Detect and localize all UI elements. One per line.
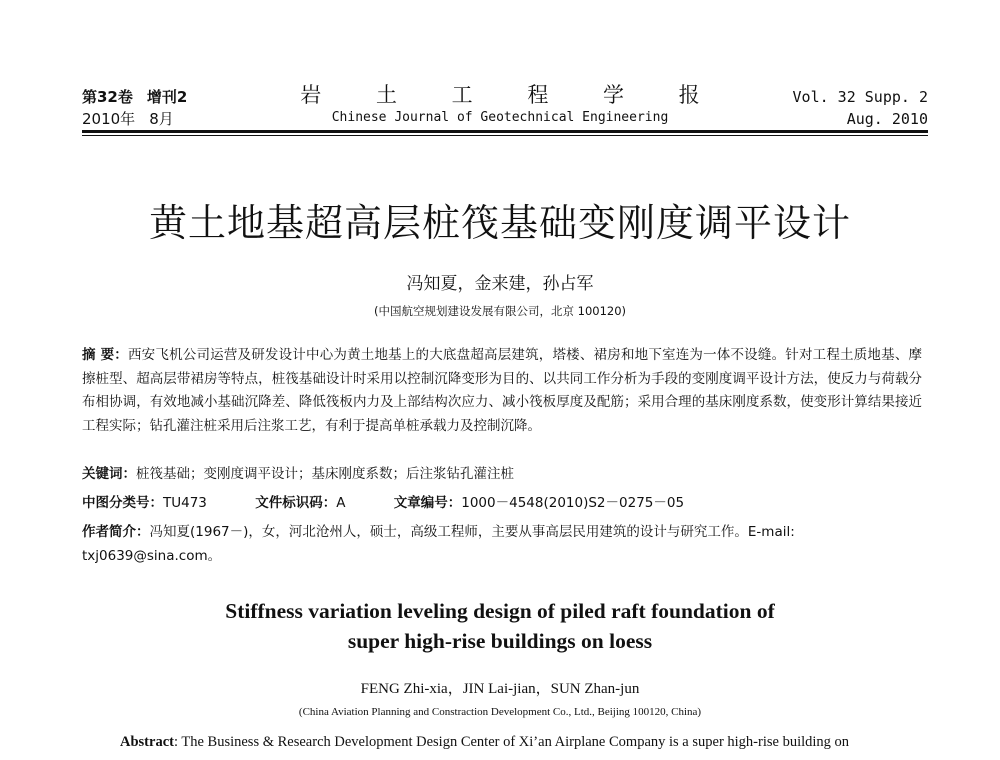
abstract-en-text: : The Business & Research Development Design Center of Xi’an Airplane Company is a super high-rise building on [173,734,850,750]
keywords-cn [82,463,514,485]
journal-name-cn: 岩 土 工 程 学 报 [300,83,724,107]
clc-label: 中图分类号： [82,495,163,511]
journal-name-en: Chinese Journal of Geotechnical Engineering [331,110,669,125]
issue-number: 增刊2 [146,88,188,106]
document-code-value: A [336,495,346,511]
classification-line [82,492,684,514]
document-code-label: 文件标识码： [255,495,337,511]
article-number-value: 1000－4548(2010)S2－0275－05 [461,495,685,511]
keywords-cn-label: 关键词： [82,466,136,482]
volume-supplement-en: Vol. 32 Supp. 2 [792,88,928,106]
paper-title-en [0,596,1000,656]
volume-number: 第32卷 [82,88,133,106]
publication-year-cn: 2010年 [82,110,136,128]
abstract-cn [82,344,922,438]
affiliation-en: (China Aviation Planning and Constraction Development Co., Ltd., Beijing 100120, China) [298,706,702,718]
abstract-cn-text: 西安飞机公司运营及研发设计中心为黄土地基上的大底盘超高层建筑，塔楼、裙房和地下室连为一体不设缝。针对工程土质地基、摩擦桩型、超高层带裙房等特点，桩筏基础设计时采用以控制沉降变形为目的、以共同工作分析为手段的变刚度调平设计方法，使反力与荷载分布相协调，有效地减小基础沉降差、降低筏板内力及上部结构次应力、减小筏板厚度及配筋；采用合理的基床刚度系数，使变形计算结果接近工程实际；钻孔灌注桩采用后注浆工艺，有利于提高单桩承载力及控制沉降。 [82,347,923,434]
publication-month-cn: 8月 [149,110,174,128]
abstract-cn-label: 摘 要： [82,347,128,363]
author-bio-label: 作者简介： [82,524,150,540]
abstract-en [120,732,849,752]
article-number-label: 文章编号： [393,495,462,511]
paper-title-en-line1: Stiffness variation leveling design of piled raft foundation of [225,599,775,623]
clc-value: TU473 [163,495,207,511]
header-rule-thick [82,130,928,133]
publication-date-en: Aug. 2010 [846,110,928,128]
paper-title-cn: 黄土地基超高层桩筏基础变刚度调平设计 [148,201,851,245]
running-header-right [793,86,928,130]
paper-title-en-line2: super high-rise buildings on loess [347,629,653,653]
author-bio [82,520,922,568]
affiliation-cn: (中国航空规划建设发展有限公司，北京 100120) [373,304,627,318]
keywords-cn-text: 桩筏基础；变刚度调平设计；基床刚度系数；后注浆钻孔灌注桩 [136,466,514,482]
authors-en: FENG Zhi-xia，JIN Lai-jian，SUN Zhan-jun [360,681,640,697]
authors-cn: 冯知夏，金来建，孙占军 [406,274,594,294]
header-rule-thin [82,135,928,136]
abstract-en-label: Abstract [120,734,174,750]
author-bio-text: 冯知夏(1967－)，女，河北沧州人，硕士，高级工程师，主要从事高层民用建筑的设计与研究工作。E-mail: txj0639@sina.com。 [82,524,795,564]
